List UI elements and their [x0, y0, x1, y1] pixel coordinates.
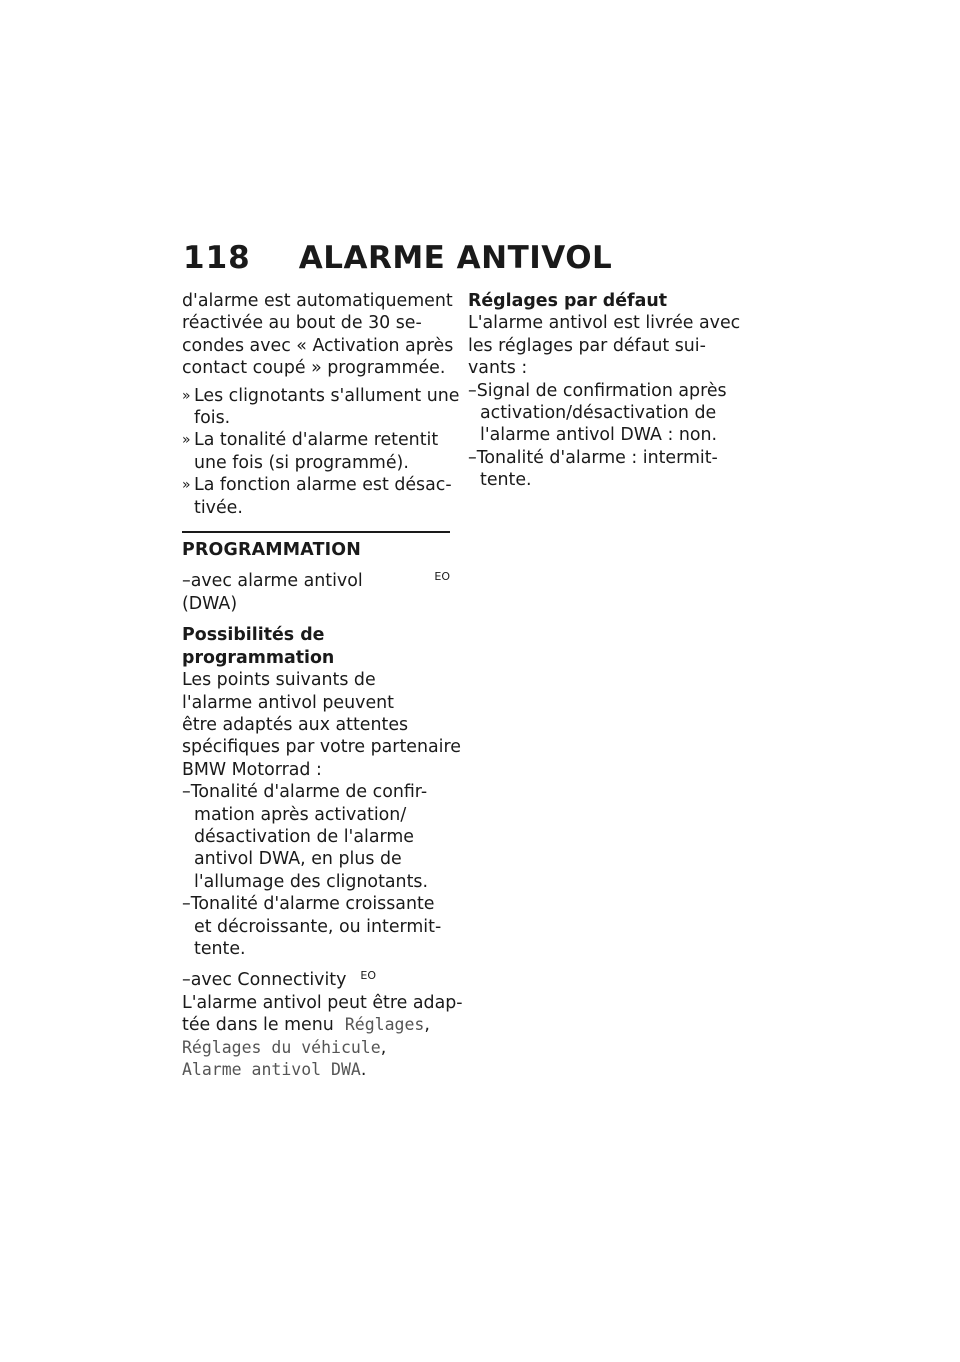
text-line: mation après activation/	[194, 804, 407, 825]
text-line: –Tonalité d'alarme : intermit-	[468, 447, 718, 468]
section-divider	[182, 531, 450, 533]
body-paragraph	[468, 312, 741, 379]
dash-item	[182, 781, 450, 893]
text-line: d'alarme est automatiquement	[182, 291, 453, 311]
body-paragraph	[182, 669, 461, 781]
text-line: BMW Motorrad :	[182, 759, 322, 780]
text-line: l'alarme antivol peuvent	[182, 692, 394, 713]
text-line: programmation	[182, 647, 335, 668]
text-line: spécifiques par votre partenaire	[182, 737, 461, 758]
text-line: L'alarme antivol peut être adap-	[182, 992, 463, 1013]
text-line: –Signal de confirmation après	[468, 380, 727, 401]
result-marker-icon: »	[182, 387, 191, 404]
condition-text: –avec alarme antivol (DWA)	[182, 571, 363, 614]
text-line: Possibilités de	[182, 625, 325, 646]
text-line: Les clignotants s'allument une	[194, 385, 460, 406]
section-title: PROGRAMMATION	[182, 540, 362, 561]
menu-path-item: Alarme antivol DWA	[182, 1060, 361, 1079]
text-line: être adaptés aux attentes	[182, 714, 409, 735]
text-line: –Tonalité d'alarme de confir-	[182, 782, 428, 803]
option-tag: EO	[434, 570, 450, 584]
text-line: l'allumage des clignotants.	[194, 871, 428, 892]
dash-item	[468, 380, 738, 447]
right-column	[468, 290, 741, 492]
text-line: réactivée au bout de 30 se-	[182, 313, 422, 334]
menu-path-item: Réglages du véhicule	[182, 1037, 381, 1057]
text-line: une fois (si programmé).	[194, 452, 409, 473]
subheading	[182, 624, 450, 669]
text-line: et décroissante, ou intermit-	[194, 916, 442, 937]
separator: ,	[424, 1015, 430, 1036]
text-line: Les points suivants de	[182, 670, 376, 691]
text-line: fois.	[194, 408, 231, 429]
text-line: contact coupé » programmée.	[182, 358, 446, 379]
text-line: tente.	[194, 938, 246, 959]
text-line: La tonalité d'alarme retentit	[194, 430, 439, 451]
separator: ,	[380, 1037, 387, 1058]
condition-text: –avec Connectivity	[182, 970, 347, 991]
dash-item	[468, 447, 738, 492]
text-line: condes avec « Activation après	[182, 335, 454, 356]
subheading: Réglages par défaut	[468, 291, 668, 311]
option-tag: EO	[360, 969, 377, 983]
page-number: 118	[183, 240, 251, 276]
text-line: tée dans le menu	[182, 1015, 334, 1036]
condition-line	[182, 570, 450, 615]
result-marker-icon: »	[182, 432, 191, 449]
text-line: l'alarme antivol DWA : non.	[480, 425, 718, 446]
left-column	[182, 290, 463, 1081]
dash-item	[182, 893, 450, 960]
result-item	[182, 385, 460, 430]
page-header	[183, 240, 612, 280]
text-line: tente.	[480, 470, 532, 491]
text-line: les réglages par défaut sui-	[468, 335, 706, 356]
text-line: L'alarme antivol est livrée avec	[468, 313, 741, 334]
menu-path-item: Réglages	[344, 1015, 425, 1035]
condition-line	[182, 969, 450, 991]
text-line: tivée.	[194, 497, 243, 518]
text-line: antivol DWA, en plus de	[194, 849, 402, 870]
text-line: La fonction alarme est désac-	[194, 475, 452, 496]
intro-paragraph	[182, 290, 454, 380]
text-line: vants :	[468, 358, 528, 379]
result-marker-icon: »	[182, 477, 191, 494]
menu-paragraph	[182, 992, 463, 1082]
text-line: désactivation de l'alarme	[194, 826, 414, 847]
separator: .	[360, 1060, 367, 1080]
text-line: –Tonalité d'alarme croissante	[182, 894, 435, 915]
result-item	[182, 474, 450, 519]
page-title: ALARME ANTIVOL	[298, 240, 613, 276]
text-line: activation/désactivation de	[480, 403, 717, 424]
result-item	[182, 429, 450, 474]
